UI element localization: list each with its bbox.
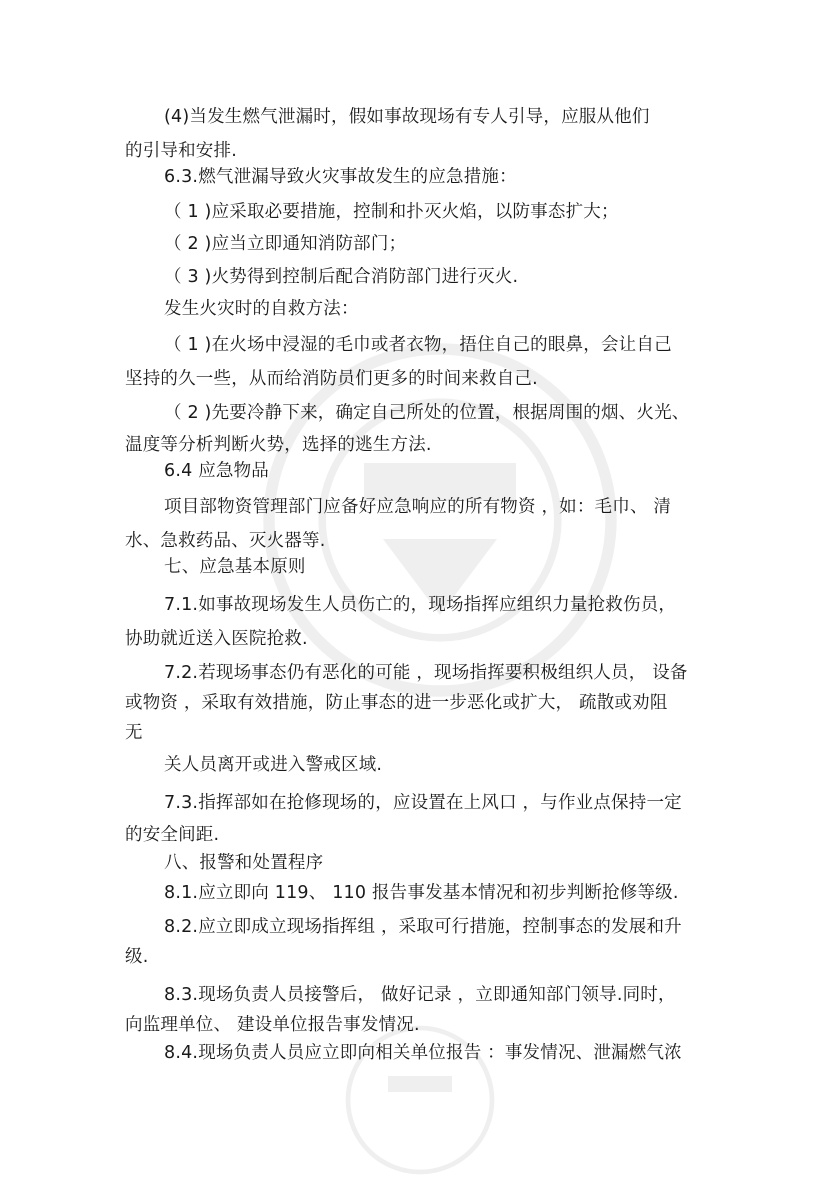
paragraph-line: 关人员离开或进入警戒区域. bbox=[164, 755, 383, 775]
section-heading: 七、应急基本原则 bbox=[164, 557, 306, 577]
paragraph-line: 温度等分析判断火势，选择的逃生方法. bbox=[125, 435, 432, 455]
section-heading: 6.3.燃气泄漏导致火灾事故发生的应急措施： bbox=[164, 167, 517, 187]
paragraph-line: 级. bbox=[125, 947, 149, 967]
paragraph-line: 8.1.应立即向 119、 110 报告事发基本情况和初步判断抢修等级. bbox=[164, 883, 679, 903]
list-item: （ 2 )先要冷静下来，确定自己所处的位置，根据周围的烟、火光、 bbox=[164, 403, 690, 423]
paragraph-line: 无 bbox=[125, 723, 143, 743]
section-heading: 发生火灾时的自救方法： bbox=[164, 299, 359, 319]
list-item: （ 2 )应当立即通知消防部门； bbox=[164, 234, 407, 254]
paragraph-line: 项目部物资管理部门应备好应急响应的所有物资 ，如：毛巾、 清 bbox=[164, 497, 672, 517]
paragraph-line: 7.1.如事故现场发生人员伤亡的，现场指挥应组织力量抢救伤员， bbox=[164, 595, 677, 615]
paragraph-line: 坚持的久一些，从而给消防员们更多的时间来救自己. bbox=[125, 369, 538, 389]
section-heading: 八、报警和处置程序 bbox=[164, 853, 324, 873]
paragraph-line: 7.2.若现场事态仍有恶化的可能 ，现场指挥要积极组织人员， 设备 bbox=[164, 663, 688, 683]
paragraph-line: 或物资 ，采取有效措施，防止事态的进一步恶化或扩大， 疏散或劝阻 bbox=[125, 693, 668, 713]
paragraph-line: 水、急救药品、灭火器等. bbox=[125, 531, 326, 551]
list-item: （ 3 )火势得到控制后配合消防部门进行灭火. bbox=[164, 267, 519, 287]
paragraph-line: 的安全间距. bbox=[125, 825, 220, 845]
paragraph-line: (4)当发生燃气泄漏时，假如事故现场有专人引导，应服从他们 bbox=[164, 107, 650, 127]
paragraph-line: 向监理单位、 建设单位报告事发情况. bbox=[125, 1015, 420, 1035]
paragraph-line: 8.2.应立即成立现场指挥组 ，采取可行措施，控制事态的发展和升 bbox=[164, 917, 682, 937]
paragraph-line: 7.3.指挥部如在抢修现场的，应设置在上风口 ，与作业点保持一定 bbox=[164, 793, 682, 813]
list-item: （ 1 )在火场中浸湿的毛巾或者衣物，捂住自己的眼鼻，会让自己 bbox=[164, 335, 672, 355]
list-item: （ 1 )应采取必要措施，控制和扑灭火焰，以防事态扩大； bbox=[164, 202, 619, 222]
paragraph-line: 8.4.现场负责人员应立即向相关单位报告 ：事发情况、泄漏燃气浓 bbox=[164, 1043, 682, 1063]
paragraph-line: 协助就近送入医院抢救. bbox=[125, 629, 308, 649]
paragraph-line: 的引导和安排. bbox=[125, 141, 237, 161]
paragraph-line: 8.3.现场负责人员接警后， 做好记录 ，立即通知部门领导.同时， bbox=[164, 985, 676, 1005]
section-heading: 6.4 应急物品 bbox=[164, 461, 269, 481]
